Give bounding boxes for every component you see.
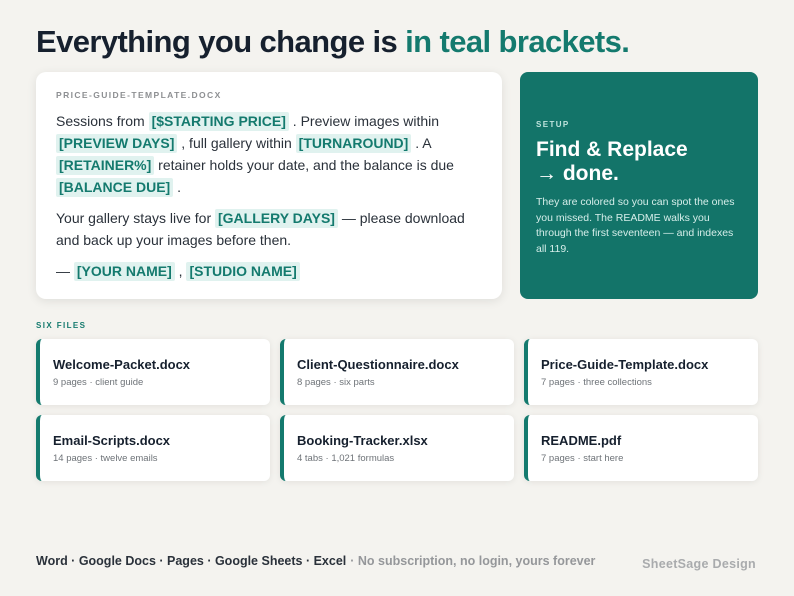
text: Sessions from — [56, 113, 149, 129]
placeholder-tag: [YOUR NAME] — [74, 262, 175, 281]
headline-prefix: Everything you change is — [36, 24, 406, 59]
footer-note: · No subscription, no login, yours forever — [350, 554, 596, 568]
footer-compatibility — [36, 554, 595, 568]
brand-name: SheetSage Design — [642, 557, 756, 571]
placeholder-tag: [$STARTING PRICE] — [149, 112, 289, 131]
file-name: Welcome-Packet.docx — [53, 357, 191, 372]
headline-accent: in teal brackets. — [405, 24, 630, 59]
placeholder-tag: [TURNAROUND] — [296, 134, 412, 153]
text: , — [174, 263, 187, 279]
setup-label: SETUP — [536, 120, 570, 129]
file-name: Client-Questionnaire.docx — [297, 357, 459, 372]
setup-title — [536, 138, 742, 186]
setup-title-line: → done. — [536, 162, 619, 185]
text: . — [173, 179, 181, 195]
file-card-welcome-packet[interactable] — [36, 339, 270, 405]
document-paragraph-gallery — [56, 207, 482, 251]
text: — please download and back up your images before then. — [56, 210, 465, 248]
file-card-price-guide[interactable] — [524, 339, 758, 405]
text: . Preview images within — [288, 113, 440, 129]
setup-description: They are colored so you can spot the ones you missed. The README walks you through the first seventeen — and indexes all 119. — [536, 196, 735, 255]
document-filename: PRICE-GUIDE-TEMPLATE.DOCX — [56, 90, 222, 100]
document-paragraph-pricing — [56, 110, 482, 198]
placeholder-tag: [PREVIEW DAYS] — [56, 134, 177, 153]
file-name: Email-Scripts.docx — [53, 433, 171, 448]
placeholder-tag: [BALANCE DUE] — [56, 178, 173, 197]
file-meta: 7 pages · three collections — [541, 377, 652, 388]
footer-apps: Word · Google Docs · Pages · Google Sheets · Excel — [36, 554, 347, 568]
file-meta: 8 pages · six parts — [297, 377, 375, 388]
file-meta: 9 pages · client guide — [53, 377, 144, 388]
file-name: Price-Guide-Template.docx — [541, 357, 709, 372]
file-card-email-scripts[interactable] — [36, 415, 270, 481]
file-meta: 14 pages · twelve emails — [53, 453, 158, 464]
file-name: README.pdf — [541, 433, 622, 448]
text: , full gallery within — [177, 135, 296, 151]
text: retainer holds your date, and the balance is due — [154, 157, 454, 173]
file-meta: 4 tabs · 1,021 formulas — [297, 453, 395, 464]
setup-title-line: Find & Replace — [536, 138, 688, 161]
placeholder-tag: [STUDIO NAME] — [186, 262, 299, 281]
file-card-readme[interactable] — [524, 415, 758, 481]
file-name: Booking-Tracker.xlsx — [297, 433, 428, 448]
document-paragraph-signature — [56, 260, 482, 282]
placeholder-tag: [GALLERY DAYS] — [215, 209, 338, 228]
text: Your gallery stays live for — [56, 210, 215, 226]
file-card-booking-tracker[interactable] — [280, 415, 514, 481]
headline — [36, 24, 629, 60]
placeholder-tag: [RETAINER%] — [56, 156, 154, 175]
file-card-client-questionnaire[interactable] — [280, 339, 514, 405]
files-section-label: SIX FILES — [36, 321, 87, 330]
text: . A — [411, 135, 431, 151]
text: — — [56, 263, 74, 279]
document-preview-card — [36, 72, 502, 299]
file-meta: 7 pages · start here — [541, 453, 624, 464]
setup-card — [520, 72, 758, 299]
